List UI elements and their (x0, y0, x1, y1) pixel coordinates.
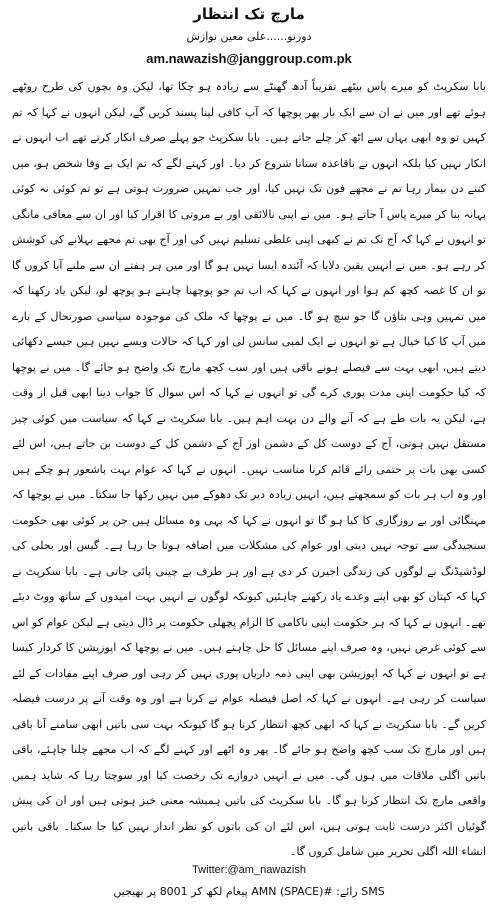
article-footer (0, 862, 498, 900)
article-byline: دورنو......علی معین نوازش (186, 30, 312, 43)
article-title: مارچ تک انتظار (193, 5, 305, 23)
twitter-handle[interactable]: Twitter:@am_nawazish (192, 864, 306, 876)
sms-feedback-line: SMS رائے: #AMN (SPACE) پیغام لکھ کر 8001 پر بھیجیں (113, 885, 385, 898)
article-page (0, 4, 498, 912)
article-body: بابا سکرپٹ کو میرے پاس بیٹھے تقریباً آدھ گھنٹے سے زیادہ ہو چکا تھا، لیکن وہ بچوں کی طرح روٹھے ہوئے تھے اور میں نے ان سے ایک بار پھر پوچھا کہ آپ کافی لینا پسند کریں گے، لیکن انہوں نے کہا کہ تم کہیں تو وہ ابھی یہاں سے اٹھ کر چلے جاتے ہیں۔ بابا سکرپٹ جو پہلے صرف انکار کرتے تھے اب انہوں نے انکار نہیں کیا بلکہ انہوں نے باقاعدہ ستانا شروع کر دیا۔ اور کہنے لگے کہ تم ایک بے وفا شخص ہو، میں کتنے دن بیمار رہا تم نے مجھے فون تک نہیں کیا، اور جب تمہیں ضرورت ہوتی ہے تو تم کوئی نہ کوئی بہانہ بنا کر میرے پاس آ جاتے ہو۔ میں نے اپنی نالائقی اور بے مروتی کا اقرار کیا اور ان سے معافی مانگی تو انہوں نے کہا کہ آج تک تم نے کبھی اپنی غلطی تسلیم نہیں کی اور آج بھی تم مجھے بہلانے کی کوشش کر رہے ہو۔ میں نے انہیں یقین دلایا کہ آئندہ ایسا نہیں ہو گا اور میں ہر ہفتے ان سے ملنے آیا کروں گا تو ان کا غصہ کچھ کم ہوا اور انہوں نے کہا کہ اب تم جو پوچھنا چاہتے ہو پوچھ لو، لیکن یاد رکھنا کہ میں تمہیں وہی بتاؤں گا جو سچ ہو گا۔ میں نے پوچھا کہ ملک کی موجودہ سیاسی صورتحال کے بارے میں آپ کا کیا خیال ہے تو انہوں نے ایک لمبی سانس لی اور کہا کہ حالات ویسے نہیں ہیں جیسے دکھائی دیتے ہیں، ابھی بہت سے فیصلے ہونے باقی ہیں اور سب کچھ مارچ تک واضح ہو جائے گا۔ میں نے پوچھا کہ کیا حکومت اپنی مدت پوری کرے گی تو انہوں نے کہا کہ اس سوال کا جواب دینا ابھی قبل از وقت ہے، لیکن یہ بات طے ہے کہ آنے والے دن بہت اہم ہیں۔ بابا سکرپٹ نے کہا کہ سیاست میں کوئی چیز مستقل نہیں ہوتی، آج کے دوست کل کے دشمن اور آج کے دشمن کل کے دوست بن جاتے ہیں، اس لئے کسی بھی بات پر حتمی رائے قائم کرنا مناسب نہیں۔ انہوں نے کہا کہ عوام بہت باشعور ہو چکے ہیں اور وہ اب ہر بات کو سمجھتے ہیں، انہیں زیادہ دیر تک دھوکے میں نہیں رکھا جا سکتا۔ میں نے پوچھا کہ مہنگائی اور بے روزگاری کا کیا ہو گا تو انہوں نے کہا کہ یہی وہ مسائل ہیں جن پر کوئی بھی حکومت سنجیدگی سے توجہ نہیں دیتی اور عوام کی مشکلات میں اضافہ ہوتا جا رہا ہے۔ گیس اور بجلی کی لوڈشیڈنگ نے لوگوں کی زندگی اجیرن کر دی ہے اور ہر طرف بے چینی پائی جاتی ہے۔ بابا سکرپٹ نے کہا کہ کپتان کو بھی اپنے وعدے یاد رکھنے چاہئیں کیونکہ لوگوں نے انہیں بہت امیدوں کے ساتھ ووٹ دیئے تھے۔ انہوں نے کہا کہ ہر حکومت اپنی ناکامی کا الزام پچھلی حکومت پر ڈال دیتی ہے لیکن عوام کو اس سے کوئی غرض نہیں، وہ صرف اپنے مسائل کا حل چاہتے ہیں۔ میں نے پوچھا کہ اپوزیشن کا کردار کیسا ہے تو انہوں نے کہا کہ اپوزیشن بھی اپنی ذمہ داریاں پوری نہیں کر رہی اور صرف اپنے مفادات کے لئے سیاست کر رہی ہے۔ انہوں نے کہا کہ اصل فیصلہ عوام نے کرنا ہے اور وہ وقت آنے پر درست فیصلہ کریں گے۔ بابا سکرپٹ نے کہا کہ ابھی کچھ انتظار کرنا ہو گا کیونکہ بہت سی باتیں ابھی سامنے آنا باقی ہیں اور مارچ تک سب کچھ واضح ہو جائے گا۔ پھر وہ اٹھے اور کہنے لگے کہ اب مجھے چلنا چاہئے، باقی باتیں اگلی ملاقات میں ہوں گی۔ میں نے انہیں دروازے تک رخصت کیا اور سوچتا رہا کہ شاید ہمیں واقعی مارچ تک انتظار کرنا ہو گا۔ بابا سکرپٹ کی باتیں ہمیشہ معنی خیز ہوتی ہیں اور ان کی پیش گوئیاں اکثر درست ثابت ہوتی ہیں، اس لئے ان کی باتوں کو نظر انداز نہیں کیا جا سکتا۔ باقی باتیں انشاء اللہ اگلی تحریر میں شامل کروں گا۔ (12, 80, 487, 858)
author-email[interactable]: am.nawazish@janggroup.com.pk (146, 51, 352, 66)
